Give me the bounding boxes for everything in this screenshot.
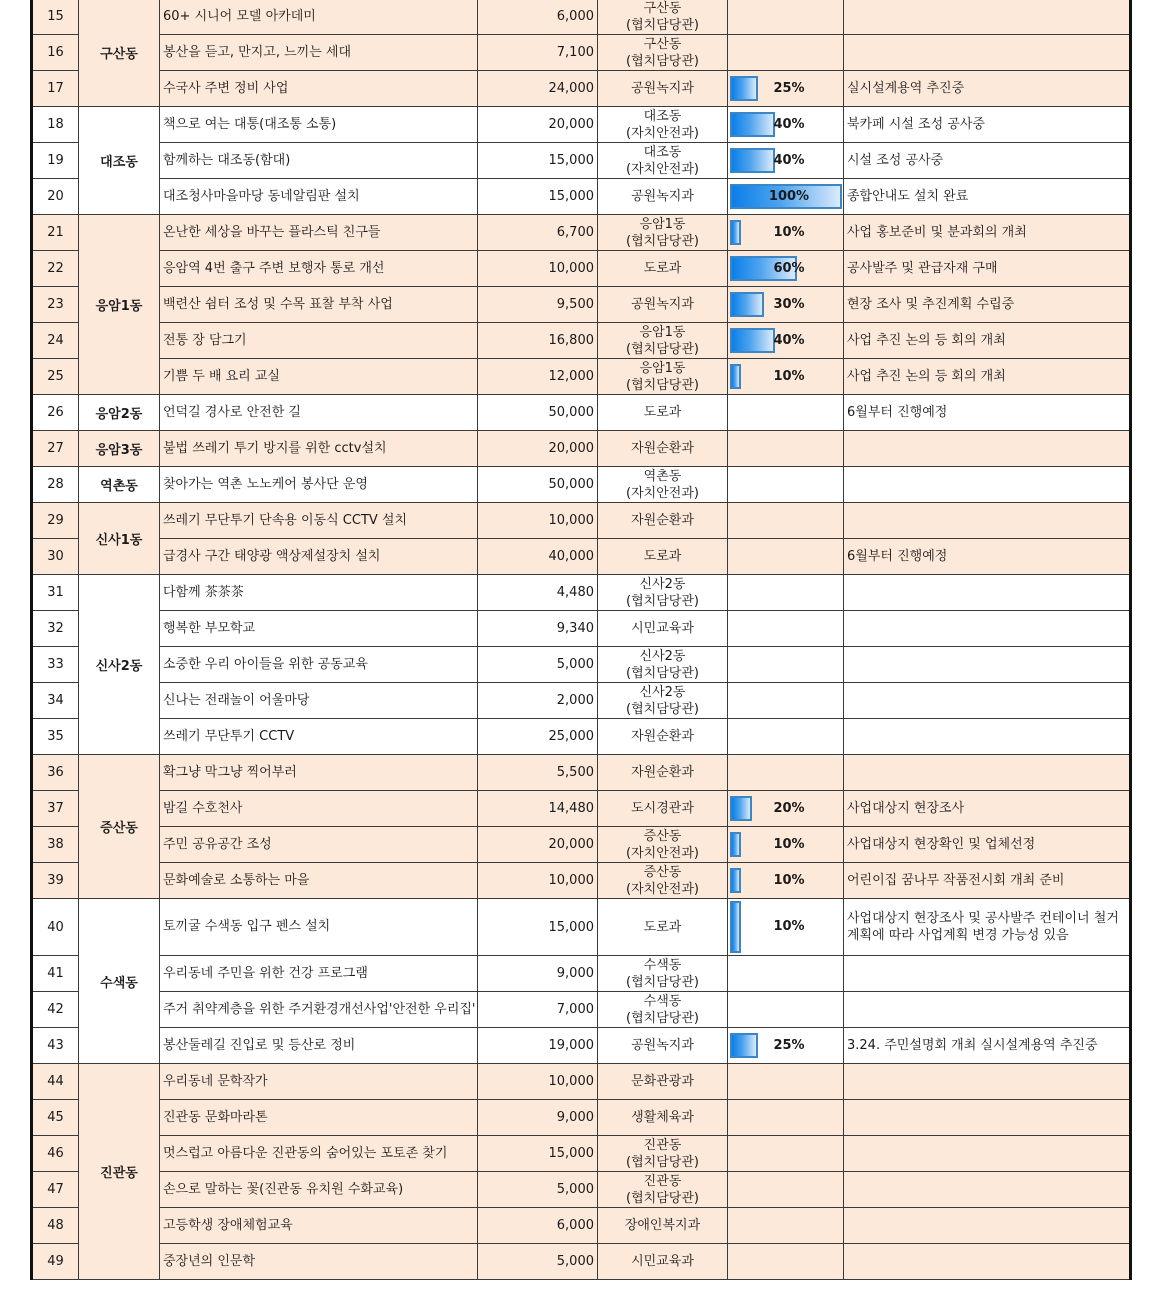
dong-name: 신사1동 [79,503,160,575]
project-title: 책으로 여는 대통(대조통 소통) [160,107,478,143]
department: 자원순환과 [598,719,728,755]
table-row [32,215,1131,251]
row-number: 20 [32,179,79,215]
progress-cell [728,863,844,899]
department: 구산동 (협치담당관) [598,35,728,71]
project-title: 밤길 수호천사 [160,791,478,827]
project-title: 봉산을 듣고, 만지고, 느끼는 세대 [160,35,478,71]
progress-cell [728,539,844,575]
row-number: 33 [32,647,79,683]
budget: 25,000 [478,719,598,755]
department: 증산동 (자치안전과) [598,863,728,899]
progress-bar: 40% [730,146,842,176]
notes: 실시설계용역 추진중 [844,71,1131,107]
row-number: 18 [32,107,79,143]
budget: 6,000 [478,0,598,35]
dong-name: 증산동 [79,755,160,899]
row-number: 46 [32,1136,79,1172]
department: 대조동 (자치안전과) [598,143,728,179]
row-number: 39 [32,863,79,899]
project-title: 전통 장 담그기 [160,323,478,359]
dong-name: 응암3동 [79,431,160,467]
progress-bar: 60% [730,254,842,284]
progress-cell [728,956,844,992]
project-title: 봉산둘레길 진입로 및 등산로 정비 [160,1028,478,1064]
notes [844,1136,1131,1172]
notes: 3.24. 주민설명회 개최 실시설계용역 추진중 [844,1028,1131,1064]
department: 도로과 [598,395,728,431]
row-number: 41 [32,956,79,992]
table-row [32,143,1131,179]
budget: 10,000 [478,251,598,287]
project-status-table [30,0,1132,1280]
row-number: 24 [32,323,79,359]
progress-cell [728,1244,844,1280]
table-row [32,323,1131,359]
progress-cell [728,467,844,503]
progress-cell [728,359,844,395]
budget: 6,700 [478,215,598,251]
table-row [32,395,1131,431]
budget: 16,800 [478,323,598,359]
budget: 20,000 [478,827,598,863]
department: 문화관광과 [598,1064,728,1100]
department: 수색동 (협치담당관) [598,956,728,992]
department: 구산동 (협치담당관) [598,0,728,35]
progress-cell [728,431,844,467]
notes [844,1172,1131,1208]
budget: 9,000 [478,1100,598,1136]
project-title: 함께하는 대조동(함대) [160,143,478,179]
progress-cell [728,107,844,143]
notes: 북카페 시설 조성 공사중 [844,107,1131,143]
department: 도로과 [598,251,728,287]
budget: 9,340 [478,611,598,647]
progress-cell [728,1064,844,1100]
project-title: 급경사 구간 태양광 액상제설장치 설치 [160,539,478,575]
budget: 15,000 [478,179,598,215]
budget: 7,100 [478,35,598,71]
row-number: 21 [32,215,79,251]
department: 증산동 (자치안전과) [598,827,728,863]
notes [844,719,1131,755]
department: 시민교육과 [598,611,728,647]
row-number: 17 [32,71,79,107]
notes [844,1244,1131,1280]
budget: 9,500 [478,287,598,323]
table-row [32,539,1131,575]
notes [844,503,1131,539]
row-number: 16 [32,35,79,71]
progress-cell [728,827,844,863]
notes [844,647,1131,683]
notes: 시설 조성 공사중 [844,143,1131,179]
progress-bar: 10% [730,899,842,955]
dong-name: 구산동 [79,0,160,107]
row-number: 34 [32,683,79,719]
table-row [32,359,1131,395]
budget: 5,500 [478,755,598,791]
table-row [32,1100,1131,1136]
row-number: 43 [32,1028,79,1064]
notes [844,1100,1131,1136]
budget: 15,000 [478,1136,598,1172]
row-number: 30 [32,539,79,575]
project-title: 대조청사마을마당 동네알림판 설치 [160,179,478,215]
dong-name: 신사2동 [79,575,160,755]
table-row [32,719,1131,755]
row-number: 47 [32,1172,79,1208]
progress-cell [728,647,844,683]
budget: 15,000 [478,899,598,956]
notes [844,611,1131,647]
progress-bar: 10% [730,218,842,248]
row-number: 44 [32,1064,79,1100]
table-row [32,287,1131,323]
department: 도로과 [598,899,728,956]
budget: 50,000 [478,467,598,503]
department: 대조동 (자치안전과) [598,107,728,143]
budget: 10,000 [478,503,598,539]
row-number: 19 [32,143,79,179]
department: 수색동 (협치담당관) [598,992,728,1028]
row-number: 25 [32,359,79,395]
table-row [32,791,1131,827]
row-number: 45 [32,1100,79,1136]
notes: 어린이집 꿈나무 작품전시회 개최 준비 [844,863,1131,899]
table-row [32,956,1131,992]
budget: 5,000 [478,647,598,683]
table-row [32,179,1131,215]
project-title: 소중한 우리 아이들을 위한 공동교육 [160,647,478,683]
progress-cell [728,755,844,791]
progress-cell [728,1172,844,1208]
notes: 사업 홍보준비 및 분과회의 개최 [844,215,1131,251]
row-number: 15 [32,0,79,35]
project-title: 쓰레기 무단투기 단속용 이동식 CCTV 설치 [160,503,478,539]
progress-bar: 20% [730,794,842,824]
table-row [32,827,1131,863]
table-row [32,0,1131,35]
progress-cell [728,611,844,647]
row-number: 32 [32,611,79,647]
notes [844,575,1131,611]
project-title: 기쁨 두 배 요리 교실 [160,359,478,395]
notes: 6월부터 진행예정 [844,539,1131,575]
row-number: 29 [32,503,79,539]
progress-cell [728,899,844,956]
table-row [32,611,1131,647]
row-number: 40 [32,899,79,956]
progress-cell [728,251,844,287]
dong-name: 응암1동 [79,215,160,395]
table-row [32,899,1131,956]
row-number: 27 [32,431,79,467]
dong-name: 대조동 [79,107,160,215]
table-row [32,755,1131,791]
notes [844,1064,1131,1100]
project-title: 불법 쓰레기 투기 방지를 위한 cctv설치 [160,431,478,467]
table-row [32,1172,1131,1208]
department: 생활체육과 [598,1100,728,1136]
progress-bar: 10% [730,362,842,392]
progress-cell [728,719,844,755]
progress-bar: 10% [730,866,842,896]
table-row [32,467,1131,503]
table-row [32,71,1131,107]
progress-cell [728,1028,844,1064]
budget: 20,000 [478,431,598,467]
progress-cell [728,71,844,107]
progress-cell [728,575,844,611]
department: 역촌동 (자치안전과) [598,467,728,503]
budget: 7,000 [478,992,598,1028]
notes [844,431,1131,467]
project-title: 행복한 부모학교 [160,611,478,647]
row-number: 36 [32,755,79,791]
notes: 사업대상지 현장확인 및 업체선정 [844,827,1131,863]
progress-cell [728,1208,844,1244]
notes: 사업 추진 논의 등 회의 개최 [844,359,1131,395]
progress-cell [728,179,844,215]
budget: 10,000 [478,863,598,899]
progress-cell [728,287,844,323]
row-number: 35 [32,719,79,755]
notes [844,755,1131,791]
progress-bar: 40% [730,110,842,140]
department: 응암1동 (협치담당관) [598,215,728,251]
table-row [32,647,1131,683]
notes: 종합안내도 설치 완료 [844,179,1131,215]
budget: 6,000 [478,1208,598,1244]
notes: 사업 추진 논의 등 회의 개최 [844,323,1131,359]
department: 공원녹지과 [598,71,728,107]
project-title: 중장년의 인문학 [160,1244,478,1280]
progress-bar: 40% [730,326,842,356]
department: 진관동 (협치담당관) [598,1136,728,1172]
project-title: 주민 공유공간 조성 [160,827,478,863]
department: 신사2동 (협치담당관) [598,575,728,611]
notes: 6월부터 진행예정 [844,395,1131,431]
table-row [32,992,1131,1028]
notes: 공사발주 및 관급자재 구매 [844,251,1131,287]
progress-bar: 100% [730,182,842,212]
budget: 19,000 [478,1028,598,1064]
project-title: 언덕길 경사로 안전한 길 [160,395,478,431]
progress-cell [728,323,844,359]
progress-cell [728,395,844,431]
project-title: 멋스럽고 아름다운 진관동의 숨어있는 포토존 찾기 [160,1136,478,1172]
project-title: 문화예술로 소통하는 마을 [160,863,478,899]
progress-cell [728,143,844,179]
progress-cell [728,503,844,539]
project-title: 고등학생 장애체험교육 [160,1208,478,1244]
row-number: 37 [32,791,79,827]
project-title: 온난한 세상을 바꾸는 플라스틱 친구들 [160,215,478,251]
table-row [32,503,1131,539]
progress-bar: 25% [730,74,842,104]
project-title: 주거 취약계층을 위한 주거환경개선사업'안전한 우리집' [160,992,478,1028]
project-title: 다함께 茶茶茶 [160,575,478,611]
budget: 9,000 [478,956,598,992]
row-number: 23 [32,287,79,323]
table-row [32,431,1131,467]
project-title: 신나는 전래놀이 어울마당 [160,683,478,719]
row-number: 31 [32,575,79,611]
progress-cell [728,1100,844,1136]
department: 자원순환과 [598,503,728,539]
budget: 5,000 [478,1244,598,1280]
department: 도시경관과 [598,791,728,827]
project-title: 찾아가는 역촌 노노케어 봉사단 운영 [160,467,478,503]
department: 응암1동 (협치담당관) [598,359,728,395]
department: 공원녹지과 [598,179,728,215]
project-title: 확그냥 막그냥 찍어부러 [160,755,478,791]
row-number: 22 [32,251,79,287]
row-number: 48 [32,1208,79,1244]
department: 시민교육과 [598,1244,728,1280]
department: 신사2동 (협치담당관) [598,683,728,719]
department: 공원녹지과 [598,1028,728,1064]
budget: 10,000 [478,1064,598,1100]
project-title: 우리동네 문학작가 [160,1064,478,1100]
progress-bar: 30% [730,290,842,320]
project-title: 손으로 말하는 꽃(진관동 유치원 수화교육) [160,1172,478,1208]
progress-cell [728,992,844,1028]
notes: 사업대상지 현장조사 및 공사발주 컨테이너 철거 계획에 따라 사업계획 변경 가능성 있음 [844,899,1131,956]
dong-name: 수색동 [79,899,160,1064]
notes [844,35,1131,71]
notes [844,683,1131,719]
project-title: 진관동 문화마라톤 [160,1100,478,1136]
department: 자원순환과 [598,755,728,791]
dong-name: 진관동 [79,1064,160,1280]
table-row [32,1136,1131,1172]
department: 도로과 [598,539,728,575]
progress-cell [728,35,844,71]
notes [844,1208,1131,1244]
row-number: 26 [32,395,79,431]
budget: 2,000 [478,683,598,719]
table-row [32,35,1131,71]
table-row [32,1244,1131,1280]
budget: 40,000 [478,539,598,575]
table-row [32,683,1131,719]
budget: 15,000 [478,143,598,179]
department: 진관동 (협치담당관) [598,1172,728,1208]
project-title: 60+ 시니어 모델 아카데미 [160,0,478,35]
department: 장애인복지과 [598,1208,728,1244]
notes [844,0,1131,35]
department: 응암1동 (협치담당관) [598,323,728,359]
department: 자원순환과 [598,431,728,467]
progress-bar: 10% [730,830,842,860]
progress-cell [728,215,844,251]
budget: 12,000 [478,359,598,395]
dong-name: 응암2동 [79,395,160,431]
budget: 4,480 [478,575,598,611]
budget: 20,000 [478,107,598,143]
project-title: 수국사 주변 정비 사업 [160,71,478,107]
project-title: 백련산 쉼터 조성 및 수목 표찰 부착 사업 [160,287,478,323]
department: 신사2동 (협치담당관) [598,647,728,683]
progress-cell [728,791,844,827]
progress-cell [728,0,844,35]
budget: 5,000 [478,1172,598,1208]
table-row [32,1028,1131,1064]
dong-name: 역촌동 [79,467,160,503]
project-title: 우리동네 주민을 위한 건강 프로그램 [160,956,478,992]
project-title: 쓰레기 무단투기 CCTV [160,719,478,755]
progress-cell [728,1136,844,1172]
notes [844,956,1131,992]
budget: 50,000 [478,395,598,431]
project-title: 토끼굴 수색동 입구 펜스 설치 [160,899,478,956]
budget: 14,480 [478,791,598,827]
table-row [32,863,1131,899]
table-row [32,575,1131,611]
table-row [32,1208,1131,1244]
progress-bar: 25% [730,1031,842,1061]
row-number: 28 [32,467,79,503]
row-number: 38 [32,827,79,863]
department: 공원녹지과 [598,287,728,323]
row-number: 42 [32,992,79,1028]
notes [844,992,1131,1028]
table-row [32,251,1131,287]
project-title: 응암역 4번 출구 주변 보행자 통로 개선 [160,251,478,287]
notes: 현장 조사 및 추진계획 수립중 [844,287,1131,323]
row-number: 49 [32,1244,79,1280]
notes [844,467,1131,503]
budget: 24,000 [478,71,598,107]
progress-cell [728,683,844,719]
table-row [32,107,1131,143]
table-row [32,1064,1131,1100]
notes: 사업대상지 현장조사 [844,791,1131,827]
